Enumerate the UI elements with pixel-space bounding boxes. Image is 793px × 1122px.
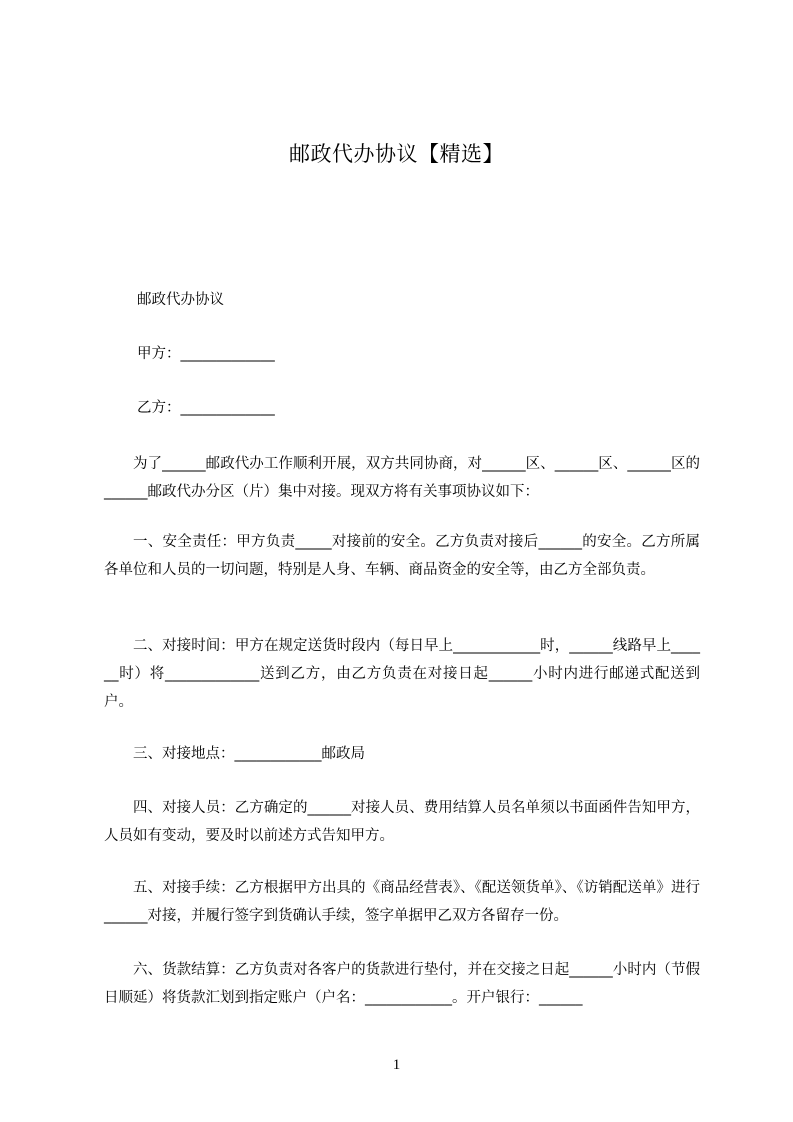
clause-personnel: 四、对接人员：乙方确定的______对接人员、费用结算人员名单须以书面函件告知甲方，人员如有变动，要及时以前述方式告知甲方。 — [104, 800, 700, 844]
clause-procedure: 五、对接手续：乙方根据甲方出具的《商品经营表》、《配送领货单》、《访销配送单》进行______对接，并履行签字到货确认手续，签字单据甲乙双方各留存一份。 — [104, 880, 700, 924]
intro-paragraph: 为了______邮政代办工作顺利开展，双方共同协商，对______区、______区、______区的______邮政代办分区（片）集中对接。现双方将有关事项协议如下： — [104, 456, 700, 500]
party-b-line: 乙方：_____________ — [137, 400, 275, 416]
clause-safety: 一、安全责任：甲方负责_____对接前的安全。乙方负责对接后______的安全。乙方所属各单位和人员的一切问题，特别是人身、车辆、商品资金的安全等，由乙方全部负责。 — [104, 534, 700, 578]
page-number: 1 — [392, 1057, 401, 1073]
clause-time: 二、对接时间：甲方在规定送货时段内（每日早上____________时，______线路早上______时）将_____________送到乙方，由乙方负责在对接日起______小时内进行邮递式配送到户。 — [104, 638, 700, 710]
document-title: 邮政代办协议【精选】 — [289, 142, 504, 166]
agreement-heading: 邮政代办协议 — [137, 292, 224, 308]
clause-payment: 六、货款结算：乙方负责对各客户的货款进行垫付，并在交接之日起______小时内（节假日顺延）将货款汇划到指定账户（户名：____________。开户银行：______ — [104, 962, 700, 1006]
clause-location: 三、对接地点：____________邮政局 — [133, 746, 365, 762]
party-a-line: 甲方：_____________ — [137, 346, 275, 362]
